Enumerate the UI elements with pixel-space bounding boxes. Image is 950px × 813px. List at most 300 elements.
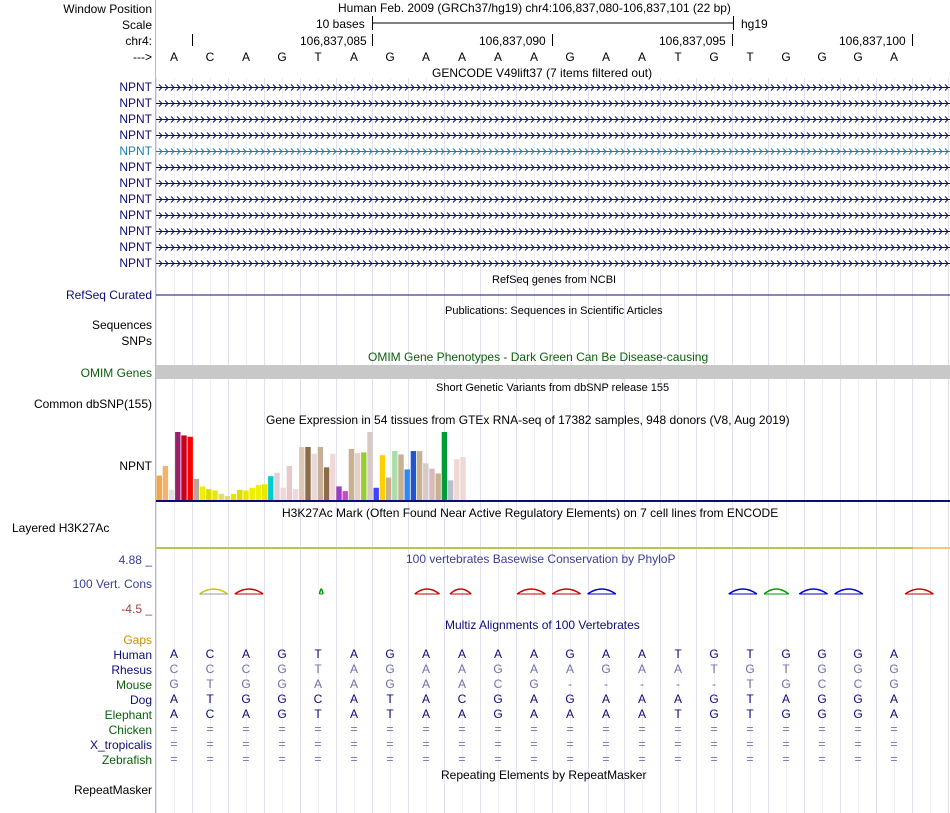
gtex-bar[interactable] xyxy=(355,453,360,500)
alignment-base: A xyxy=(169,707,179,721)
alignment-base: G xyxy=(241,677,251,691)
alignment-base: A xyxy=(457,677,467,691)
gtex-bar[interactable] xyxy=(374,488,379,500)
alignment-base: G xyxy=(493,662,503,676)
dna-base: A xyxy=(349,50,359,64)
gencode-item-label[interactable]: NPNT xyxy=(119,96,152,110)
transcript-line[interactable] xyxy=(156,165,950,171)
alignment-base: A xyxy=(529,647,539,661)
alignment-base: = xyxy=(314,722,322,736)
alignment-base: A xyxy=(889,692,899,706)
transcript-line[interactable] xyxy=(156,181,950,187)
gtex-bar[interactable] xyxy=(336,486,341,500)
alignment-base: = xyxy=(602,722,610,736)
gtex-bar[interactable] xyxy=(330,454,335,500)
alignment-base: = xyxy=(350,722,358,736)
track-area[interactable] xyxy=(156,0,950,813)
alignment-base: T xyxy=(314,647,322,661)
alignment-base: = xyxy=(530,737,538,751)
alignment-base: A xyxy=(349,707,359,721)
gencode-item-label[interactable]: NPNT xyxy=(119,256,152,270)
alignment-base: A xyxy=(241,647,251,661)
alignment-base: T xyxy=(710,662,718,676)
transcript-line[interactable] xyxy=(156,197,950,203)
alignment-base: = xyxy=(278,737,286,751)
dna-base: A xyxy=(493,50,503,64)
gtex-bar[interactable] xyxy=(281,488,286,500)
alignment-base: = xyxy=(890,752,898,766)
alignment-base: = xyxy=(818,752,826,766)
alignment-base: C xyxy=(853,677,863,691)
alignment-base: T xyxy=(386,692,394,706)
alignment-base: = xyxy=(638,737,646,751)
phylop-mark xyxy=(905,589,933,594)
transcript-line[interactable] xyxy=(156,229,950,235)
alignment-base: A xyxy=(601,647,611,661)
refseq-gene-line[interactable] xyxy=(156,293,950,297)
alignment-base: - xyxy=(640,677,644,691)
alignment-base: T xyxy=(314,662,322,676)
dbsnp-label[interactable]: Common dbSNP(155) xyxy=(33,397,152,411)
alignment-base: G xyxy=(277,677,287,691)
gtex-bar[interactable] xyxy=(367,432,372,500)
dna-base: G xyxy=(853,50,863,64)
alignment-base: = xyxy=(350,737,358,751)
dna-bases xyxy=(156,47,950,67)
ruler-tick-label: 106,837,085 xyxy=(300,34,367,48)
species-label: Chicken xyxy=(108,723,152,737)
alignment-base: A xyxy=(637,647,647,661)
refseq-label[interactable]: RefSeq Curated xyxy=(65,288,152,302)
alignment-base: A xyxy=(457,707,467,721)
alignment-base: A xyxy=(781,692,791,706)
alignment-base: A xyxy=(601,707,611,721)
alignment-base: G xyxy=(817,662,827,676)
alignment-base: G xyxy=(385,662,395,676)
dna-base: G xyxy=(709,50,719,64)
alignment-base: = xyxy=(314,737,322,751)
multiz-title: Multiz Alignments of 100 Vertebrates xyxy=(445,618,640,632)
alignment-base: G xyxy=(169,677,179,691)
alignment-base: G xyxy=(277,707,287,721)
strand-label: ---> xyxy=(133,50,152,64)
ruler-tick-label: 106,837,090 xyxy=(479,34,546,48)
pubs-title: Publications: Sequences in Scientific Articles xyxy=(445,305,663,317)
dna-base: A xyxy=(169,50,179,64)
alignment-base: A xyxy=(637,707,647,721)
phylop-mark xyxy=(799,589,827,594)
alignment-base: - xyxy=(604,677,608,691)
alignment-base: G xyxy=(385,647,395,661)
dna-base: A xyxy=(529,50,539,64)
alignment-base: = xyxy=(566,722,574,736)
h3k27ac-signal[interactable] xyxy=(156,546,950,550)
gencode-title: GENCODE V49lift37 (7 items filtered out) xyxy=(432,66,653,80)
gtex-bar[interactable] xyxy=(268,476,273,500)
species-label: Elephant xyxy=(104,708,152,722)
alignment-base: C xyxy=(493,677,503,691)
gtex-bar-chart[interactable] xyxy=(156,426,950,501)
gtex-bar[interactable] xyxy=(343,491,348,500)
alignment-base: = xyxy=(350,752,358,766)
alignment-base: - xyxy=(712,677,716,691)
gtex-bar[interactable] xyxy=(237,490,242,500)
alignment-base: = xyxy=(386,737,394,751)
gtex-bar[interactable] xyxy=(429,469,434,500)
alignment-base: T xyxy=(386,707,394,721)
species-label: Rhesus xyxy=(111,663,152,677)
alignment-base: = xyxy=(422,752,430,766)
alignment-base: = xyxy=(278,722,286,736)
species-label: Mouse xyxy=(115,678,152,692)
alignment-base: G xyxy=(889,662,899,676)
dna-base: T xyxy=(314,50,322,64)
transcript-line[interactable] xyxy=(156,85,950,91)
gtex-bar[interactable] xyxy=(398,454,403,500)
alignment-base: G xyxy=(241,692,251,706)
alignment-base: G xyxy=(781,707,791,721)
gencode-item-label[interactable]: NPNT xyxy=(119,192,152,206)
alignment-base: = xyxy=(314,752,322,766)
gtex-bar[interactable] xyxy=(188,437,193,500)
snps-label[interactable]: SNPs xyxy=(121,334,152,348)
alignment-base: G xyxy=(385,677,395,691)
scale-label: Scale xyxy=(121,18,152,32)
alignment-base: G xyxy=(709,707,719,721)
alignment-base: G xyxy=(817,707,827,721)
alignment-base: T xyxy=(746,707,754,721)
alignment-base: = xyxy=(386,752,394,766)
alignment-base: T xyxy=(746,677,754,691)
alignment-base: = xyxy=(674,722,682,736)
alignment-base: G xyxy=(277,692,287,706)
alignment-base: = xyxy=(746,722,754,736)
alignment-base: = xyxy=(890,722,898,736)
species-label: X_tropicalis xyxy=(89,738,152,752)
gencode-item-label[interactable]: NPNT xyxy=(119,144,152,158)
alignment-base: = xyxy=(530,722,538,736)
alignment-base: = xyxy=(602,737,610,751)
gtex-bar[interactable] xyxy=(175,432,180,500)
gtex-bar[interactable] xyxy=(324,467,329,500)
gtex-bar[interactable] xyxy=(318,447,323,500)
alignment-base: = xyxy=(782,722,790,736)
phylop-mark xyxy=(319,589,323,594)
phylop-mark xyxy=(517,589,545,594)
gtex-bar[interactable] xyxy=(392,451,397,500)
track-labels xyxy=(0,0,155,813)
gtex-bar[interactable] xyxy=(423,463,428,500)
alignment-base: A xyxy=(313,677,323,691)
alignment-base: A xyxy=(565,707,575,721)
gtex-bar[interactable] xyxy=(386,478,391,500)
dna-base: G xyxy=(385,50,395,64)
dna-base: A xyxy=(889,50,899,64)
alignment-base: G xyxy=(277,662,287,676)
ruler-tick-label: 106,837,100 xyxy=(839,34,906,48)
alignment-base: = xyxy=(782,737,790,751)
phylop-mark xyxy=(200,589,228,594)
alignment-base: A xyxy=(673,662,683,676)
alignment-base: A xyxy=(637,662,647,676)
phylop-signal[interactable] xyxy=(156,580,950,610)
alignment-base: A xyxy=(637,692,647,706)
alignment-base: = xyxy=(602,752,610,766)
gtex-bar[interactable] xyxy=(417,451,422,500)
alignment-base: G xyxy=(709,647,719,661)
species-label: Dog xyxy=(129,693,152,707)
gtex-bar[interactable] xyxy=(380,455,385,500)
alignment-base: = xyxy=(242,722,250,736)
alignment-base: A xyxy=(169,692,179,706)
gtex-bar[interactable] xyxy=(274,473,279,500)
chr-label: chr4: xyxy=(125,34,152,48)
phylop-mark xyxy=(415,589,440,594)
alignment-base: A xyxy=(349,692,359,706)
alignment-base: = xyxy=(494,722,502,736)
alignment-base: G xyxy=(601,662,611,676)
alignment-base: G xyxy=(493,707,503,721)
alignment-base: = xyxy=(746,752,754,766)
dna-base: A xyxy=(601,50,611,64)
dna-base: G xyxy=(565,50,575,64)
gtex-bar[interactable] xyxy=(250,488,255,500)
phylop-mark xyxy=(235,589,263,594)
alignment-base: G xyxy=(745,662,755,676)
alignment-base: = xyxy=(422,722,430,736)
alignment-base: C xyxy=(205,662,215,676)
alignment-base: C xyxy=(205,647,215,661)
alignment-base: T xyxy=(314,707,322,721)
transcript-line[interactable] xyxy=(156,117,950,123)
multiz-alignment xyxy=(156,645,950,770)
phylop-mark xyxy=(729,589,757,594)
gtex-bar[interactable] xyxy=(157,476,162,500)
alignment-base: A xyxy=(493,647,503,661)
gencode-transcripts[interactable] xyxy=(156,78,950,278)
alignment-base: = xyxy=(674,752,682,766)
gencode-item-label[interactable]: NPNT xyxy=(119,240,152,254)
species-label: Zebrafish xyxy=(101,753,152,767)
alignment-base: A xyxy=(889,647,899,661)
alignment-base: = xyxy=(782,752,790,766)
gencode-item-label[interactable]: NPNT xyxy=(119,80,152,94)
sequences-label[interactable]: Sequences xyxy=(91,318,152,332)
window-position-label: Window Position xyxy=(63,2,152,16)
alignment-base: = xyxy=(386,722,394,736)
gtex-bar[interactable] xyxy=(287,466,292,500)
alignment-base: A xyxy=(421,707,431,721)
alignment-base: A xyxy=(457,662,467,676)
dna-base: A xyxy=(637,50,647,64)
alignment-base: = xyxy=(566,752,574,766)
alignment-base: A xyxy=(529,692,539,706)
alignment-base: A xyxy=(421,662,431,676)
alignment-base: T xyxy=(206,677,214,691)
alignment-base: A xyxy=(421,692,431,706)
phylop-mark xyxy=(588,589,616,594)
alignment-base: T xyxy=(674,707,682,721)
alignment-base: G xyxy=(565,647,575,661)
dna-base: G xyxy=(277,50,287,64)
alignment-base: G xyxy=(781,677,791,691)
alignment-base: = xyxy=(458,737,466,751)
gtex-bar[interactable] xyxy=(293,489,298,500)
transcript-line[interactable] xyxy=(156,133,950,139)
alignment-base: = xyxy=(818,722,826,736)
gtex-bar[interactable] xyxy=(405,469,410,500)
alignment-base: C xyxy=(313,692,323,706)
gtex-bar[interactable] xyxy=(442,432,447,500)
alignment-base: = xyxy=(206,737,214,751)
alignment-base: C xyxy=(457,692,467,706)
alignment-base: G xyxy=(529,677,539,691)
alignment-base: = xyxy=(422,737,430,751)
cons-label[interactable]: 100 Vert. Cons xyxy=(72,577,152,591)
alignment-base: A xyxy=(421,647,431,661)
alignment-base: A xyxy=(529,662,539,676)
refseq-title: RefSeq genes from NCBI xyxy=(492,274,617,286)
gtex-bar[interactable] xyxy=(206,489,211,500)
omim-label[interactable]: OMIM Genes xyxy=(80,366,152,380)
alignment-base: - xyxy=(676,677,680,691)
gtex-bar[interactable] xyxy=(305,447,310,500)
dna-base: A xyxy=(421,50,431,64)
alignment-base: T xyxy=(746,647,754,661)
transcript-line[interactable] xyxy=(156,149,950,155)
dna-base: T xyxy=(746,50,754,64)
transcript-line[interactable] xyxy=(156,101,950,107)
alignment-base: = xyxy=(170,737,178,751)
gtex-bar[interactable] xyxy=(448,480,453,500)
dna-base: C xyxy=(205,50,215,64)
cons-max-label: 4.88 _ xyxy=(118,553,152,567)
gtex-label[interactable]: NPNT xyxy=(119,459,152,473)
alignment-base: T xyxy=(782,662,790,676)
gtex-bar[interactable] xyxy=(460,457,465,500)
h3k27ac-label[interactable]: Layered H3K27Ac xyxy=(12,521,110,535)
gtex-bar[interactable] xyxy=(312,454,317,500)
dna-base: A xyxy=(457,50,467,64)
alignment-base: = xyxy=(854,722,862,736)
alignment-base: A xyxy=(349,647,359,661)
alignment-base: = xyxy=(530,752,538,766)
phylop-mark xyxy=(450,589,471,594)
species-label: Human xyxy=(113,648,152,662)
omim-title: OMIM Gene Phenotypes - Dark Green Can Be Disease-causing xyxy=(368,350,709,364)
scale-text: 10 bases xyxy=(316,17,365,31)
repeatmasker-label[interactable]: RepeatMasker xyxy=(73,783,152,797)
gtex-bar[interactable] xyxy=(436,473,441,500)
alignment-base: = xyxy=(818,737,826,751)
alignment-base: G xyxy=(889,677,899,691)
alignment-base: = xyxy=(638,722,646,736)
alignment-base: G xyxy=(817,647,827,661)
gtex-bar[interactable] xyxy=(361,452,366,500)
alignment-base: = xyxy=(746,737,754,751)
gtex-bar[interactable] xyxy=(200,486,205,500)
alignment-base: A xyxy=(349,677,359,691)
alignment-base: = xyxy=(674,737,682,751)
alignment-base: = xyxy=(206,752,214,766)
transcript-line[interactable] xyxy=(156,261,950,267)
gtex-bar[interactable] xyxy=(194,479,199,500)
alignment-base: A xyxy=(241,707,251,721)
gencode-item-label[interactable]: NPNT xyxy=(119,176,152,190)
gencode-item-label[interactable]: NPNT xyxy=(119,128,152,142)
alignment-base: G xyxy=(493,692,503,706)
gencode-item-label[interactable]: NPNT xyxy=(119,112,152,126)
alignment-base: C xyxy=(241,662,251,676)
alignment-base: = xyxy=(494,752,502,766)
alignment-base: = xyxy=(170,722,178,736)
alignment-base: A xyxy=(673,692,683,706)
alignment-base: A xyxy=(565,662,575,676)
alignment-base: = xyxy=(710,752,718,766)
gtex-title: Gene Expression in 54 tissues from GTEx RNA-seq of 17382 samples, 948 donors (V8, Aug 2019) xyxy=(266,413,790,427)
alignment-base: A xyxy=(529,707,539,721)
dna-base: G xyxy=(781,50,791,64)
gtex-bar[interactable] xyxy=(169,490,174,500)
transcript-line[interactable] xyxy=(156,213,950,219)
alignment-base: A xyxy=(601,692,611,706)
gencode-item-label[interactable]: NPNT xyxy=(119,224,152,238)
phylop-title: 100 vertebrates Basewise Conservation by PhyloP xyxy=(406,552,676,566)
gtex-bar[interactable] xyxy=(299,447,304,500)
dna-base: A xyxy=(241,50,251,64)
gtex-bar[interactable] xyxy=(212,490,217,500)
gtex-baseline xyxy=(156,500,950,503)
gtex-bar[interactable] xyxy=(454,459,459,500)
gtex-bar[interactable] xyxy=(262,484,267,500)
alignment-base: A xyxy=(457,647,467,661)
alignment-base: T xyxy=(746,692,754,706)
ruler-tick-label: 106,837,095 xyxy=(659,34,726,48)
alignment-base: C xyxy=(817,677,827,691)
gtex-bar[interactable] xyxy=(411,451,416,500)
gtex-bar[interactable] xyxy=(181,435,186,500)
gencode-item-label[interactable]: NPNT xyxy=(119,160,152,174)
alignment-base: = xyxy=(278,752,286,766)
gtex-bar[interactable] xyxy=(163,466,168,500)
alignment-base: = xyxy=(494,737,502,751)
alignment-base: G xyxy=(565,692,575,706)
omim-bar[interactable] xyxy=(156,365,950,379)
h3k27ac-title: H3K27Ac Mark (Often Found Near Active Regulatory Elements) on 7 cell lines from ENCODE xyxy=(282,506,779,520)
transcript-line[interactable] xyxy=(156,245,950,251)
dna-base: G xyxy=(817,50,827,64)
alignment-base: A xyxy=(889,707,899,721)
alignment-base: C xyxy=(169,662,179,676)
alignment-base: = xyxy=(638,752,646,766)
gencode-item-label[interactable]: NPNT xyxy=(119,208,152,222)
gtex-bar[interactable] xyxy=(243,490,248,500)
gtex-bar[interactable] xyxy=(349,449,354,500)
alignment-base: G xyxy=(709,692,719,706)
alignment-base: = xyxy=(458,752,466,766)
gaps-label: Gaps xyxy=(123,633,152,647)
gtex-bar[interactable] xyxy=(256,485,261,500)
alignment-base: = xyxy=(242,752,250,766)
alignment-base: = xyxy=(242,737,250,751)
alignment-base: = xyxy=(854,752,862,766)
alignment-base: T xyxy=(206,692,214,706)
cons-min-label: -4.5 _ xyxy=(121,602,152,616)
alignment-base: T xyxy=(674,647,682,661)
alignment-base: A xyxy=(169,647,179,661)
assembly-title: Human Feb. 2009 (GRCh37/hg19) chr4:106,837,080-106,837,101 (22 bp) xyxy=(338,1,731,15)
rmsk-title: Repeating Elements by RepeatMasker xyxy=(441,768,647,782)
